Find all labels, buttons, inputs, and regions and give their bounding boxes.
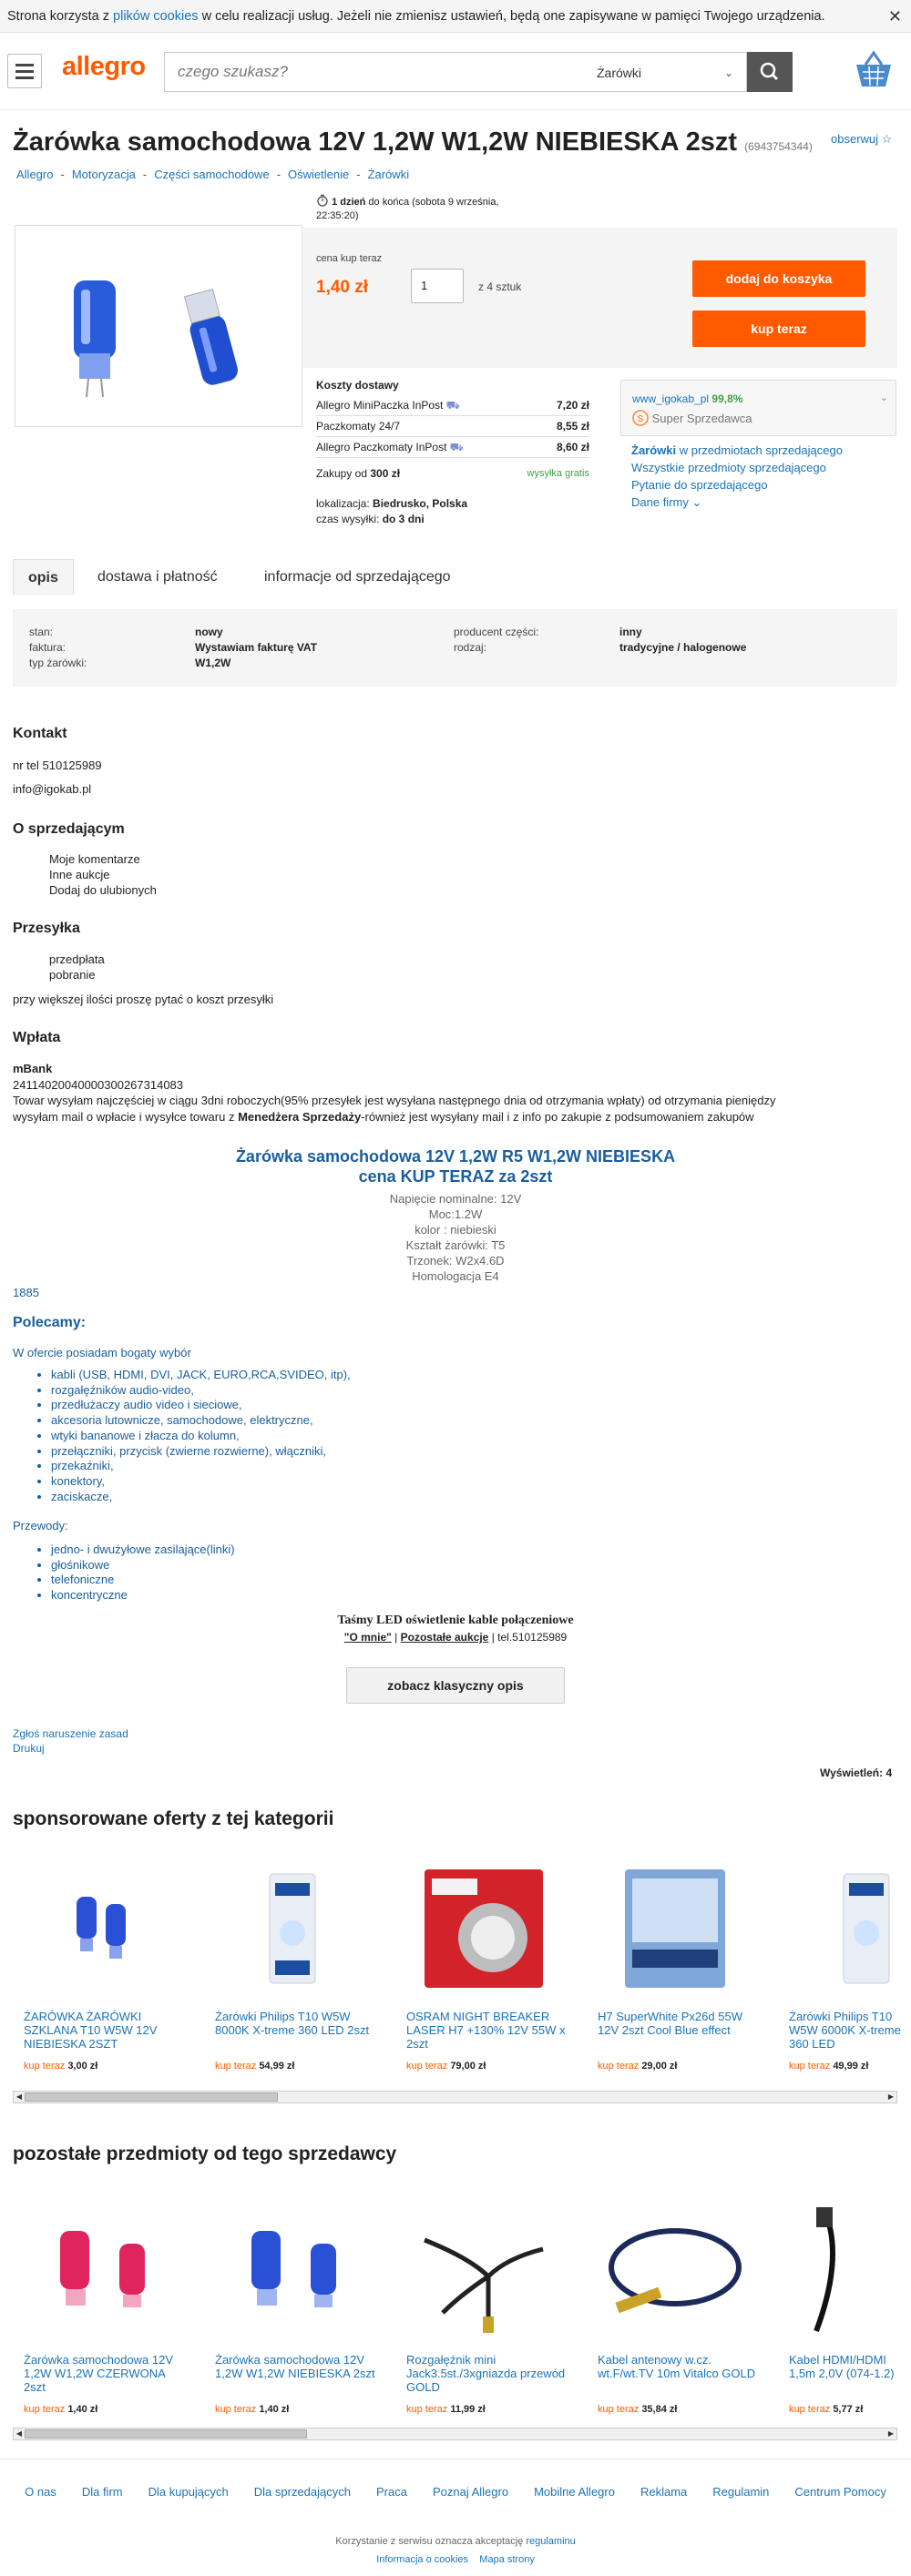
contact-phone: nr tel 510125989	[13, 759, 102, 772]
payment-heading: Wpłata	[13, 1030, 61, 1045]
product-image[interactable]	[15, 225, 302, 427]
breadcrumb-item[interactable]: Allegro	[16, 168, 54, 181]
seller-name[interactable]: www_igokab_pl	[632, 392, 710, 405]
item-parameters: stan: nowy faktura: Wystawiam fakturę VAT typ żarówki: W1,2W producent części: inny rodzaj: tradycyjne / halogenowe	[13, 609, 897, 687]
footer-link[interactable]: Regulamin	[712, 2485, 770, 2499]
shipping-option: pobranie	[49, 968, 96, 982]
contact-email: info@igokab.pl	[13, 782, 92, 796]
scroll-right-icon[interactable]: ▶	[887, 2092, 895, 2101]
bank-name: mBank	[13, 1062, 53, 1075]
breadcrumb-item[interactable]: Żarówki	[367, 168, 410, 181]
footer-link[interactable]: Dla kupujących	[148, 2485, 229, 2499]
free-shipping-row: Zakupy od 300 zł wysyłka gratis	[316, 467, 589, 480]
search-placeholder: czego szukasz?	[178, 63, 288, 80]
quantity-input[interactable]: 1	[411, 269, 464, 303]
views-count: Wyświetleń: 4	[820, 1767, 893, 1779]
truck-icon: ⛟	[449, 441, 464, 453]
item-id: (6943754344)	[744, 140, 813, 153]
buy-box	[303, 228, 897, 368]
ask-seller-link[interactable]: Pytanie do sprzedającego	[631, 478, 768, 492]
breadcrumb-item[interactable]: Oświetlenie	[288, 168, 350, 181]
timer-bold: 1 dzień	[332, 197, 366, 208]
category-select[interactable]	[582, 53, 746, 93]
other-auctions-link[interactable]: Pozostałe aukcje	[400, 1631, 489, 1644]
price: 1,40 zł	[316, 278, 369, 297]
cookie-bar	[0, 0, 911, 33]
hamburger-icon[interactable]	[7, 54, 42, 88]
super-seller-icon	[632, 410, 649, 426]
card-title[interactable]: ŻARÓWKA ŻARÓWKI SZKLANA T10 W5W 12V NIEBIESKA 2SZT	[24, 2010, 158, 2051]
shipping-row: Allegro Paczkomaty InPost ⛟ 8,60 zł	[316, 437, 589, 458]
product-card[interactable]	[589, 2204, 762, 2415]
card-price: kup teraz 49,99 zł	[789, 2061, 869, 2072]
sponsored-heading: sponsorowane oferty z tej kategorii	[13, 1808, 334, 1829]
card-title[interactable]: Żarówki Philips T10 W5W 8000K X-treme 360 LED 2szt	[215, 2010, 370, 2037]
stock-count: z 4 sztuk	[478, 280, 522, 293]
search-input[interactable]	[164, 52, 747, 92]
cables-heading: Przewody:	[13, 1519, 68, 1532]
footer-link[interactable]: Centrum Pomocy	[794, 2485, 886, 2499]
specs-list: Napięcie nominalne: 12V Moc:1.2W kolor : niebieski Kształt żarówki: T5 Trzonek: W2x4.6D Homologacja E4	[389, 1192, 522, 1283]
card-title[interactable]: Kabel HDMI/HDMI 1,5m 2,0V (074-1.2)	[789, 2353, 895, 2380]
others-heading: pozostałe przedmioty od tego sprzedawcy	[13, 2143, 397, 2164]
watch-link[interactable]: obserwuj ☆	[831, 132, 893, 146]
offer-text: W ofercie posiadam bogaty wybór	[13, 1346, 191, 1359]
account-number: 24114020040000300267314083	[13, 1078, 184, 1092]
basket-icon[interactable]	[851, 48, 896, 94]
shipping-option: przedpłata	[49, 952, 105, 966]
stopwatch-icon	[316, 194, 329, 207]
shipping-costs	[316, 379, 589, 484]
breadcrumb-item[interactable]: Motoryzacja	[71, 168, 136, 181]
cookie-link[interactable]: plików cookies	[113, 9, 199, 24]
cookies-info-link[interactable]: Informacja o cookies	[376, 2554, 469, 2565]
scroll-thumb[interactable]	[25, 2092, 278, 2102]
print-link[interactable]: Drukuj	[13, 1742, 45, 1755]
about-me-link[interactable]: "O mnie"	[343, 1631, 392, 1644]
company-data-link[interactable]: Dane firmy ⌄	[631, 495, 702, 509]
scroll-left-icon[interactable]: ◀	[15, 2429, 23, 2438]
super-seller-badge: S Super Sprzedawca	[632, 410, 752, 426]
shipping-info-2: wysyłam mail o wpłacie i wysyłce towaru z Menedżera Sprzedaży-również jest wysyłany mail i z info po zakupie z podsumowaniem zakupów	[13, 1110, 754, 1124]
terms-note: Korzystanie z serwisu oznacza akceptację regulaminu	[335, 2536, 576, 2547]
sitemap-link[interactable]: Mapa strony	[479, 2554, 535, 2565]
report-link[interactable]: Zgłoś naruszenie zasad	[13, 1727, 128, 1740]
classic-description-button[interactable]: zobacz klasyczny opis	[346, 1667, 565, 1704]
allegro-logo[interactable]: allegro	[62, 52, 146, 81]
product-card[interactable]	[206, 2204, 379, 2415]
tab-seller-info[interactable]: informacje od sprzedającego	[264, 569, 451, 585]
product-card[interactable]	[206, 1860, 379, 2072]
card-price: kup teraz 3,00 zł	[24, 2061, 98, 2072]
footer-link[interactable]: Dla firm	[81, 2485, 123, 2499]
seller-box[interactable]	[620, 380, 896, 436]
shipping-row: Allegro MiniPaczka InPost ⛟ 7,20 zł	[316, 395, 589, 416]
footer-link[interactable]: O nas	[25, 2485, 56, 2499]
product-card[interactable]	[780, 1860, 911, 2072]
truck-icon: ⛟	[445, 399, 460, 412]
card-title[interactable]: Żarówka samochodowa 12V 1,2W W1,2W CZERWONA 2szt	[24, 2353, 174, 2394]
card-price: kup teraz 1,40 zł	[215, 2404, 290, 2415]
price-label: cena kup teraz	[316, 253, 383, 264]
about-link[interactable]: Dodaj do ulubionych	[49, 883, 157, 897]
recommend-heading: Polecamy:	[13, 1315, 87, 1330]
location: lokalizacja: Biedrusko, Polska czas wysyłki: do 3 dni	[316, 497, 468, 525]
offer-list: • kabli (USB, HDMI, DVI, JACK, EURO,RCA,SVIDEO, itp), • rozgałęźników audio-video, • przedłużaczy audio video i sieciowe, • akcesoria lutownicze, samochodowe, elektryczne, • wtyki bananowe i złacza do kolumn, • przełączniki, przycisk (zwierne rozwierne), włączniki, • przekaźniki, • konektory, • zaciskacze,	[36, 1368, 351, 1504]
footer-link[interactable]: Mobilne Allegro	[534, 2485, 615, 2499]
shipping-header: Koszty dostawy	[316, 379, 399, 392]
about-link[interactable]: Moje komentarze	[49, 852, 140, 866]
card-price: kup teraz 79,00 zł	[406, 2061, 486, 2072]
contact-heading: Kontakt	[13, 726, 67, 741]
product-card[interactable]	[397, 2204, 570, 2415]
card-price: kup teraz 5,77 zł	[789, 2404, 864, 2415]
category-value: Żarówki	[597, 66, 642, 80]
number-text: 1885	[13, 1286, 39, 1299]
card-title[interactable]: Żarówki Philips T10 W5W 6000K X-treme 360 LED	[789, 2010, 901, 2051]
shipping-note: przy większej ilości proszę pytać o koszt przesyłki	[13, 993, 274, 1006]
card-title[interactable]: H7 SuperWhite Px26d 55W 12V 2szt Cool Blue effect	[598, 2010, 742, 2037]
shipping-info: Towar wysyłam najczęściej w ciągu 3dni roboczych(95% przesyłek jest wysyłana następnego dnia od otrzymania wpłaty) od otrzymania pieniędzy	[13, 1094, 776, 1107]
product-card[interactable]	[15, 2204, 188, 2415]
about-link[interactable]: Inne aukcje	[49, 868, 110, 881]
cookie-text-after: w celu realizacji usług. Jeżeli nie zmienisz ustawień, będą one zapisywane w pamięci Twojego urządzenia.	[198, 9, 825, 24]
timer-text: do końca (sobota 9 września, 22:35:20)	[316, 197, 499, 221]
about-heading: O sprzedającym	[13, 821, 125, 837]
scroll-right-icon[interactable]: ▶	[887, 2429, 895, 2438]
promo-title: Żarówka samochodowa 12V 1,2W R5 W1,2W NIEBIESKA	[235, 1147, 676, 1166]
card-title[interactable]: Żarówka samochodowa 12V 1,2W W1,2W NIEBIESKA 2szt	[215, 2353, 375, 2380]
breadcrumb-item[interactable]: Części samochodowe	[154, 168, 270, 181]
product-card[interactable]	[589, 1860, 762, 2072]
site-header	[0, 34, 911, 110]
card-price: kup teraz 35,84 zł	[598, 2404, 678, 2415]
breadcrumb: Allegro - Motoryzacja - Części samochodowe - Oświetlenie - Żarówki	[16, 168, 410, 181]
product-card[interactable]	[15, 1860, 188, 2072]
card-price: kup teraz 29,00 zł	[598, 2061, 678, 2072]
tags-line: Taśmy LED oświetlenie kable połączeniowe	[337, 1614, 574, 1627]
card-title[interactable]: OSRAM NIGHT BREAKER LASER H7 +130% 12V 55W x 2szt	[406, 2010, 566, 2051]
card-price: kup teraz 11,99 zł	[406, 2404, 486, 2415]
seller-rating: 99,8%	[711, 392, 743, 405]
footer-bottom-links	[0, 2554, 911, 2565]
buy-now-button[interactable]: kup teraz	[692, 311, 865, 347]
footer-link[interactable]: Reklama	[640, 2485, 688, 2499]
cookie-text-before: Strona korzysta z	[7, 9, 114, 24]
search-button[interactable]	[747, 52, 793, 92]
carousel-scrollbar[interactable]	[13, 2428, 897, 2440]
chevron-down-icon: ⌄	[723, 66, 733, 79]
tab-description[interactable]: opis	[13, 559, 74, 596]
product-card[interactable]	[397, 1860, 570, 2072]
chevron-down-icon[interactable]: ⌄	[879, 392, 888, 403]
terms-link[interactable]: regulaminu	[526, 2536, 576, 2547]
shipping-heading: Przesyłka	[13, 921, 80, 936]
seller-all-items-link[interactable]: Wszystkie przedmioty sprzedającego	[631, 461, 826, 474]
shipping-row: Paczkomaty 24/7 8,55 zł	[316, 416, 589, 437]
carousel-scrollbar[interactable]	[13, 2091, 897, 2103]
scroll-left-icon[interactable]: ◀	[15, 2092, 23, 2101]
footer-link[interactable]: Dla sprzedających	[253, 2485, 351, 2499]
cables-list: • jedno- i dwużyłowe zasilające(linki) • głośnikowe • telefoniczne • koncentryczne	[36, 1543, 235, 1604]
product-card[interactable]	[780, 2204, 911, 2415]
card-price: kup teraz 1,40 zł	[24, 2404, 98, 2415]
footer-link[interactable]: Poznaj Allegro	[432, 2485, 509, 2499]
footer-links	[0, 2485, 911, 2499]
card-title[interactable]: Rozgałęźnik mini Jack3.5st./3xgniazda przewód GOLD	[406, 2353, 566, 2394]
card-price: kup teraz 54,99 zł	[215, 2061, 295, 2072]
promo-price: cena KUP TERAZ za 2szt	[358, 1167, 553, 1186]
close-icon[interactable]: ✕	[887, 7, 902, 25]
tab-delivery[interactable]: dostawa i płatność	[97, 569, 218, 585]
seller-category-link[interactable]: Żarówki	[631, 443, 677, 457]
scroll-thumb[interactable]	[25, 2429, 307, 2439]
seller-links-line: "O mnie" | Pozostałe aukcje | tel.510125989	[343, 1631, 568, 1644]
svg-text:S: S	[637, 414, 644, 424]
add-to-cart-button[interactable]: dodaj do koszyka	[692, 260, 865, 297]
auction-timer	[316, 194, 526, 223]
seller-links: Żarówki w przedmiotach sprzedającego Wszystkie przedmioty sprzedającego Pytanie do sprzedającego Dane firmy ⌄	[631, 443, 843, 509]
page-title: Żarówka samochodowa 12V 1,2W W1,2W NIEBIESKA 2szt (6943754344)	[13, 127, 813, 157]
footer-link[interactable]: Praca	[375, 2485, 407, 2499]
search-icon	[747, 52, 793, 92]
card-title[interactable]: Kabel antenowy w.cz. wt.F/wt.TV 10m Vitalco GOLD	[598, 2353, 756, 2380]
footer	[0, 2459, 911, 2576]
